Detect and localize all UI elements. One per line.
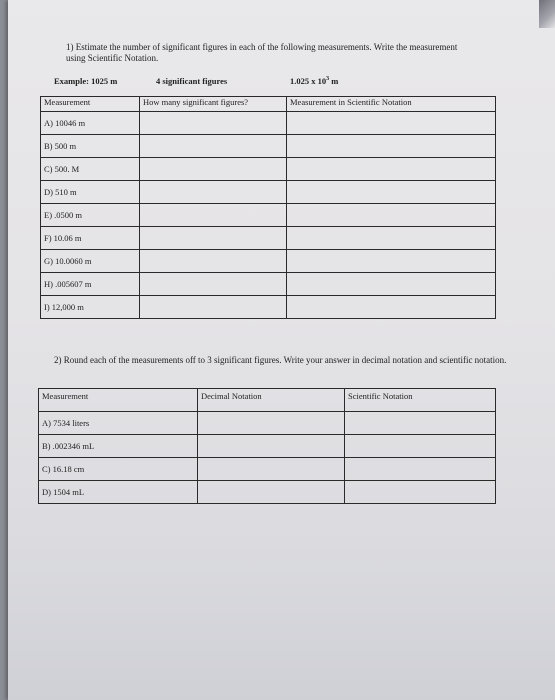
answer-cell-1[interactable] [140, 296, 287, 319]
measurement-cell: C) 16.18 cm [39, 458, 198, 481]
table-header-row [39, 389, 496, 412]
table-row [39, 481, 496, 504]
table-row [41, 158, 496, 181]
answer-cell-1[interactable] [198, 435, 345, 458]
example-scientific [290, 76, 338, 86]
example-sci-base: 1.025 x 10 [290, 76, 327, 86]
example-sci-exponent: 3 [326, 76, 330, 83]
table-row [39, 412, 496, 435]
answer-cell-2[interactable] [287, 250, 496, 273]
measurement-cell: C) 500. M [41, 158, 140, 181]
example-row [54, 76, 514, 90]
measurement-cell: F) 10.06 m [41, 227, 140, 250]
table-row [41, 204, 496, 227]
answer-cell-2[interactable] [345, 481, 496, 504]
table-row [41, 273, 496, 296]
measurement-cell: D) 1504 mL [39, 481, 198, 504]
answer-cell-2[interactable] [345, 435, 496, 458]
example-sci-unit: m [329, 76, 339, 86]
answer-cell-1[interactable] [198, 412, 345, 435]
answer-cell-1[interactable] [140, 112, 287, 135]
answer-cell-1[interactable] [140, 181, 287, 204]
header-measurement: Measurement [39, 389, 198, 412]
measurement-cell: B) 500 m [41, 135, 140, 158]
measurement-cell: B) .002346 mL [39, 435, 198, 458]
table-row [39, 435, 496, 458]
header-decimal-notation: Decimal Notation [198, 389, 345, 412]
table-row [41, 296, 496, 319]
table-row [41, 227, 496, 250]
answer-cell-2[interactable] [345, 412, 496, 435]
measurement-cell: A) 7534 liters [39, 412, 198, 435]
example-label: Example: 1025 m [54, 76, 118, 86]
table-row [41, 112, 496, 135]
table-header-row [41, 97, 496, 112]
measurement-cell: H) .005607 m [41, 273, 140, 296]
answer-cell-2[interactable] [287, 227, 496, 250]
question-1-text: 1) Estimate the number of significant figures in each of the following measurements. Write the measurement using Scientific Notation. [66, 42, 458, 63]
answer-cell-1[interactable] [140, 227, 287, 250]
measurement-cell: I) 12,000 m [41, 296, 140, 319]
answer-cell-2[interactable] [287, 181, 496, 204]
answer-cell-2[interactable] [287, 158, 496, 181]
header-scientific-notation: Scientific Notation [345, 389, 496, 412]
sig-figs-table [40, 96, 496, 319]
answer-cell-2[interactable] [287, 112, 496, 135]
question-2-text: 2) Round each of the measurements off to 3 significant figures. Write your answer in decimal notation and scientific notation. [54, 355, 507, 365]
measurement-cell: G) 10.0060 m [41, 250, 140, 273]
answer-cell-1[interactable] [140, 204, 287, 227]
answer-cell-1[interactable] [198, 458, 345, 481]
rounding-table [38, 388, 496, 504]
table-row [41, 181, 496, 204]
header-scientific-notation: Measurement in Scientific Notation [287, 97, 496, 112]
table-row [41, 250, 496, 273]
answer-cell-1[interactable] [140, 135, 287, 158]
answer-cell-1[interactable] [140, 273, 287, 296]
header-measurement: Measurement [41, 97, 140, 112]
answer-cell-1[interactable] [140, 158, 287, 181]
table-row [39, 458, 496, 481]
answer-cell-2[interactable] [287, 204, 496, 227]
header-sig-figs: How many significant figures? [140, 97, 287, 112]
measurement-cell: D) 510 m [41, 181, 140, 204]
measurement-cell: E) .0500 m [41, 204, 140, 227]
example-sig-figs: 4 significant figures [156, 76, 228, 86]
answer-cell-2[interactable] [287, 135, 496, 158]
answer-cell-1[interactable] [140, 250, 287, 273]
answer-cell-1[interactable] [198, 481, 345, 504]
answer-cell-2[interactable] [287, 273, 496, 296]
answer-cell-2[interactable] [345, 458, 496, 481]
measurement-cell: A) 10046 m [41, 112, 140, 135]
table-row [41, 135, 496, 158]
answer-cell-2[interactable] [287, 296, 496, 319]
page-curl [539, 0, 555, 28]
